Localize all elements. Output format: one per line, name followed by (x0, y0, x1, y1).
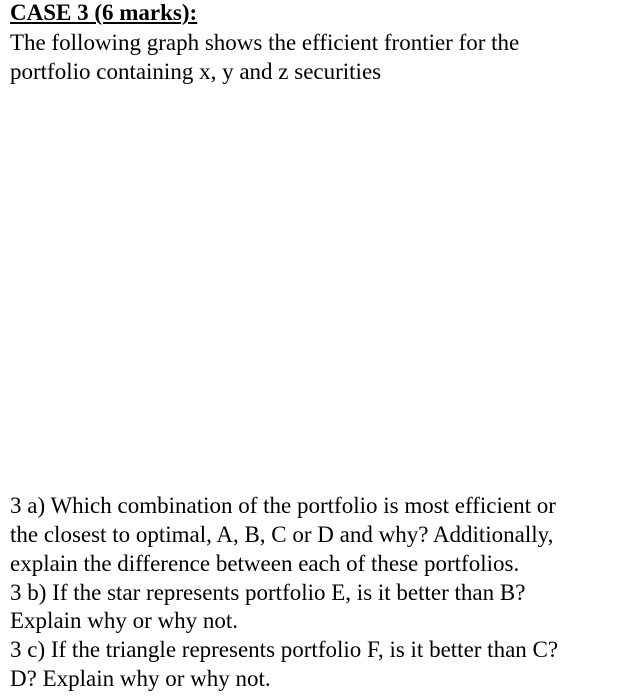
question-3a-line-3: explain the difference between each of these portfolios. (10, 551, 520, 576)
intro-line: The following graph shows the efficient frontier for the (10, 30, 520, 55)
question-3b-line-1: 3 b) If the star represents portfolio E, is it better than B? (10, 580, 526, 605)
question-3a-line-1: 3 a) Which combination of the portfolio is most efficient or (10, 493, 556, 518)
question-3b-line-2: Explain why or why not. (10, 608, 239, 633)
question-3c-line-1: 3 c) If the triangle represents portfolio F, is it better than C? (10, 637, 559, 662)
graph-placeholder-blank (10, 90, 610, 485)
case-heading: CASE 3 (6 marks): (10, 0, 198, 25)
question-3c-line-2: D? Explain why or why not. (10, 666, 271, 691)
question-3a-line-2: the closest to optimal, A, B, C or D and why? Additionally, (10, 522, 554, 547)
intro-line: portfolio containing x, y and z securities (10, 59, 382, 84)
